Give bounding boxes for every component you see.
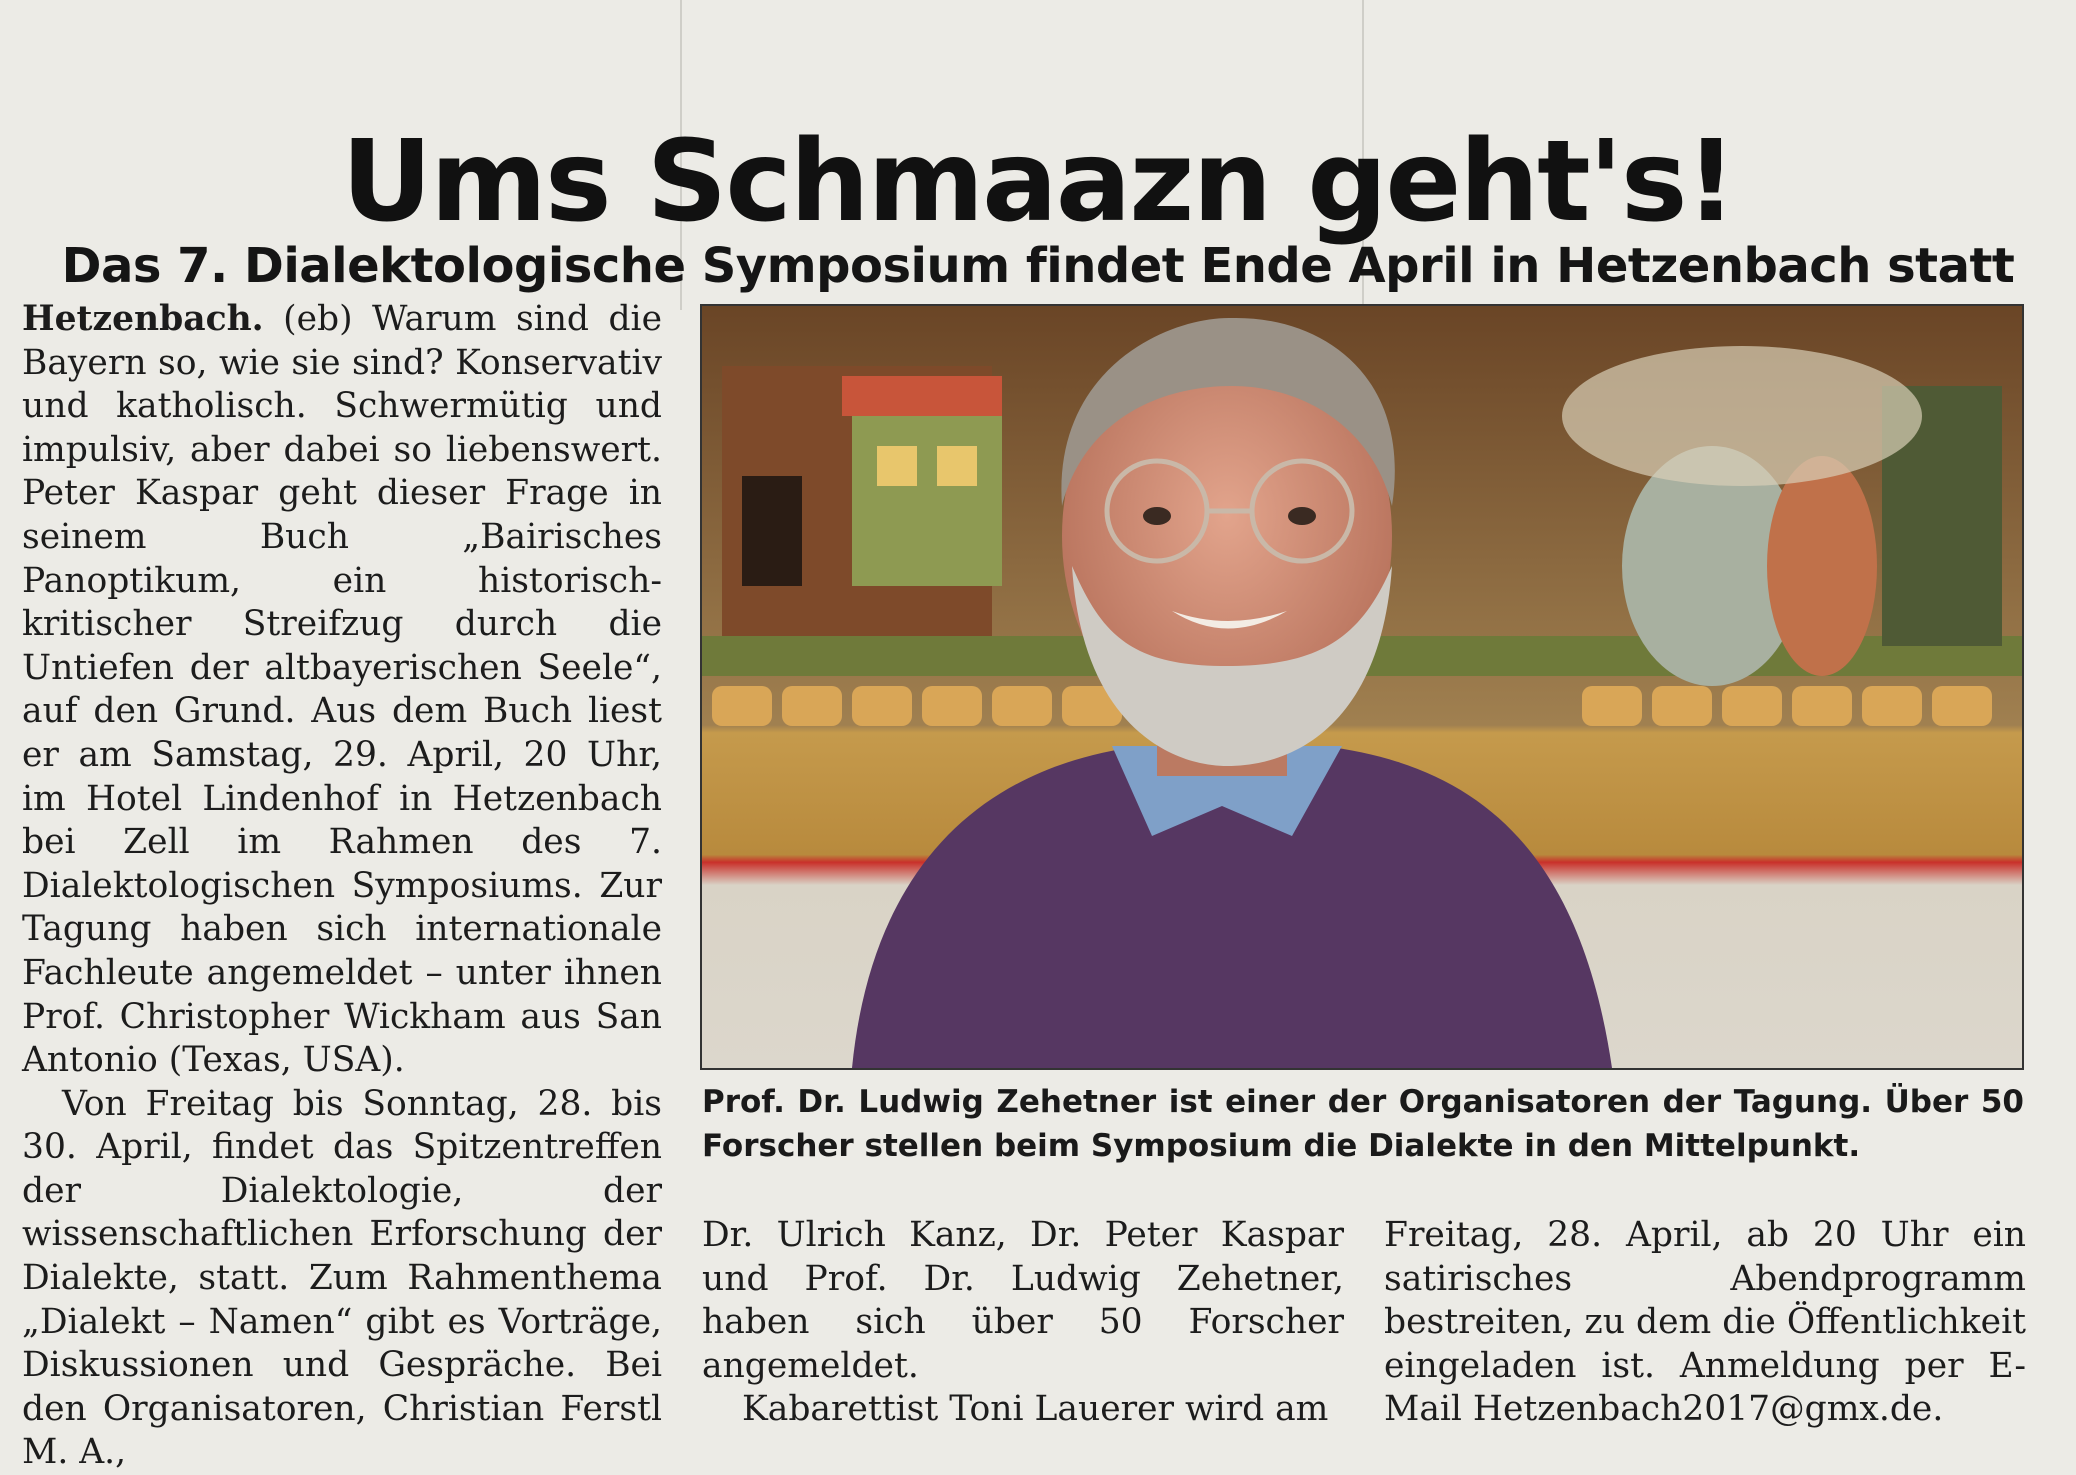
article-column-2 [702, 1214, 1344, 1432]
lead-paragraph [22, 298, 662, 1083]
body-paragraph: Freitag, 28. April, ab 20 Uhr ein satirisches Abendprogramm bestreiten, zu dem die Öffentlichkeit eingeladen ist. Anmeldung per E-Mail Hetzenbach2017@gmx.de. [1384, 1215, 2026, 1430]
lead-paragraph-text: (eb) Warum sind die Bayern so, wie sie sind? Konservativ und katholisch. Schwermütig und impulsiv, aber dabei so liebenswert. Peter Kaspar geht dieser Frage in seinem Buch „Bairisches Panoptikum, ein historisch-kritischer Streifzug durch die Untiefen der altbayerischen Seele“, auf den Grund. Aus dem Buch liest er am Samstag, 29. April, 20 Uhr, im Hotel Lindenhof in Hetzenbach bei Zell im Rahmen des 7. Dialektologischen Symposiums. Zur Tagung haben sich internationale Fachleute angemeldet – unter ihnen Prof. Christopher Wickham aus San Antonio (Texas, USA). [22, 299, 662, 1081]
body-paragraph: Kabarettist Toni Lauerer wird am [742, 1389, 1329, 1430]
article-column-1 [22, 298, 662, 1475]
bleed-through-text [0, 0, 2076, 30]
photo-caption: Prof. Dr. Ludwig Zehetner ist einer der Organisatoren der Tagung. Über 50 Forscher stellen beim Symposium die Dialekte in den Mittelpunkt. [702, 1084, 2024, 1164]
body-paragraph: Von Freitag bis Sonntag, 28. bis 30. April, findet das Spitzentreffen der Dialektologie, der wissenschaftlichen Erforschung der Dialekte, statt. Zum Rahmenthema „Dialekt – Namen“ gibt es Vorträge, Diskussionen und Gespräche. Bei den Organisatoren, Christian Ferstl M. A., [22, 1083, 662, 1473]
dateline: Hetzenbach. [22, 299, 264, 339]
article-column-3 [1384, 1214, 2026, 1432]
headline: Ums Schmaazn geht's! [341, 117, 1735, 248]
body-paragraph: Dr. Ulrich Kanz, Dr. Peter Kaspar und Prof. Dr. Ludwig Zehetner, haben sich über 50 Forscher angemeldet. [702, 1215, 1344, 1386]
article-photo [700, 304, 2024, 1070]
portrait-photo-illustration [702, 306, 2022, 1068]
subheadline: Das 7. Dialektologische Symposium findet Ende April in Hetzenbach statt [61, 237, 2015, 294]
